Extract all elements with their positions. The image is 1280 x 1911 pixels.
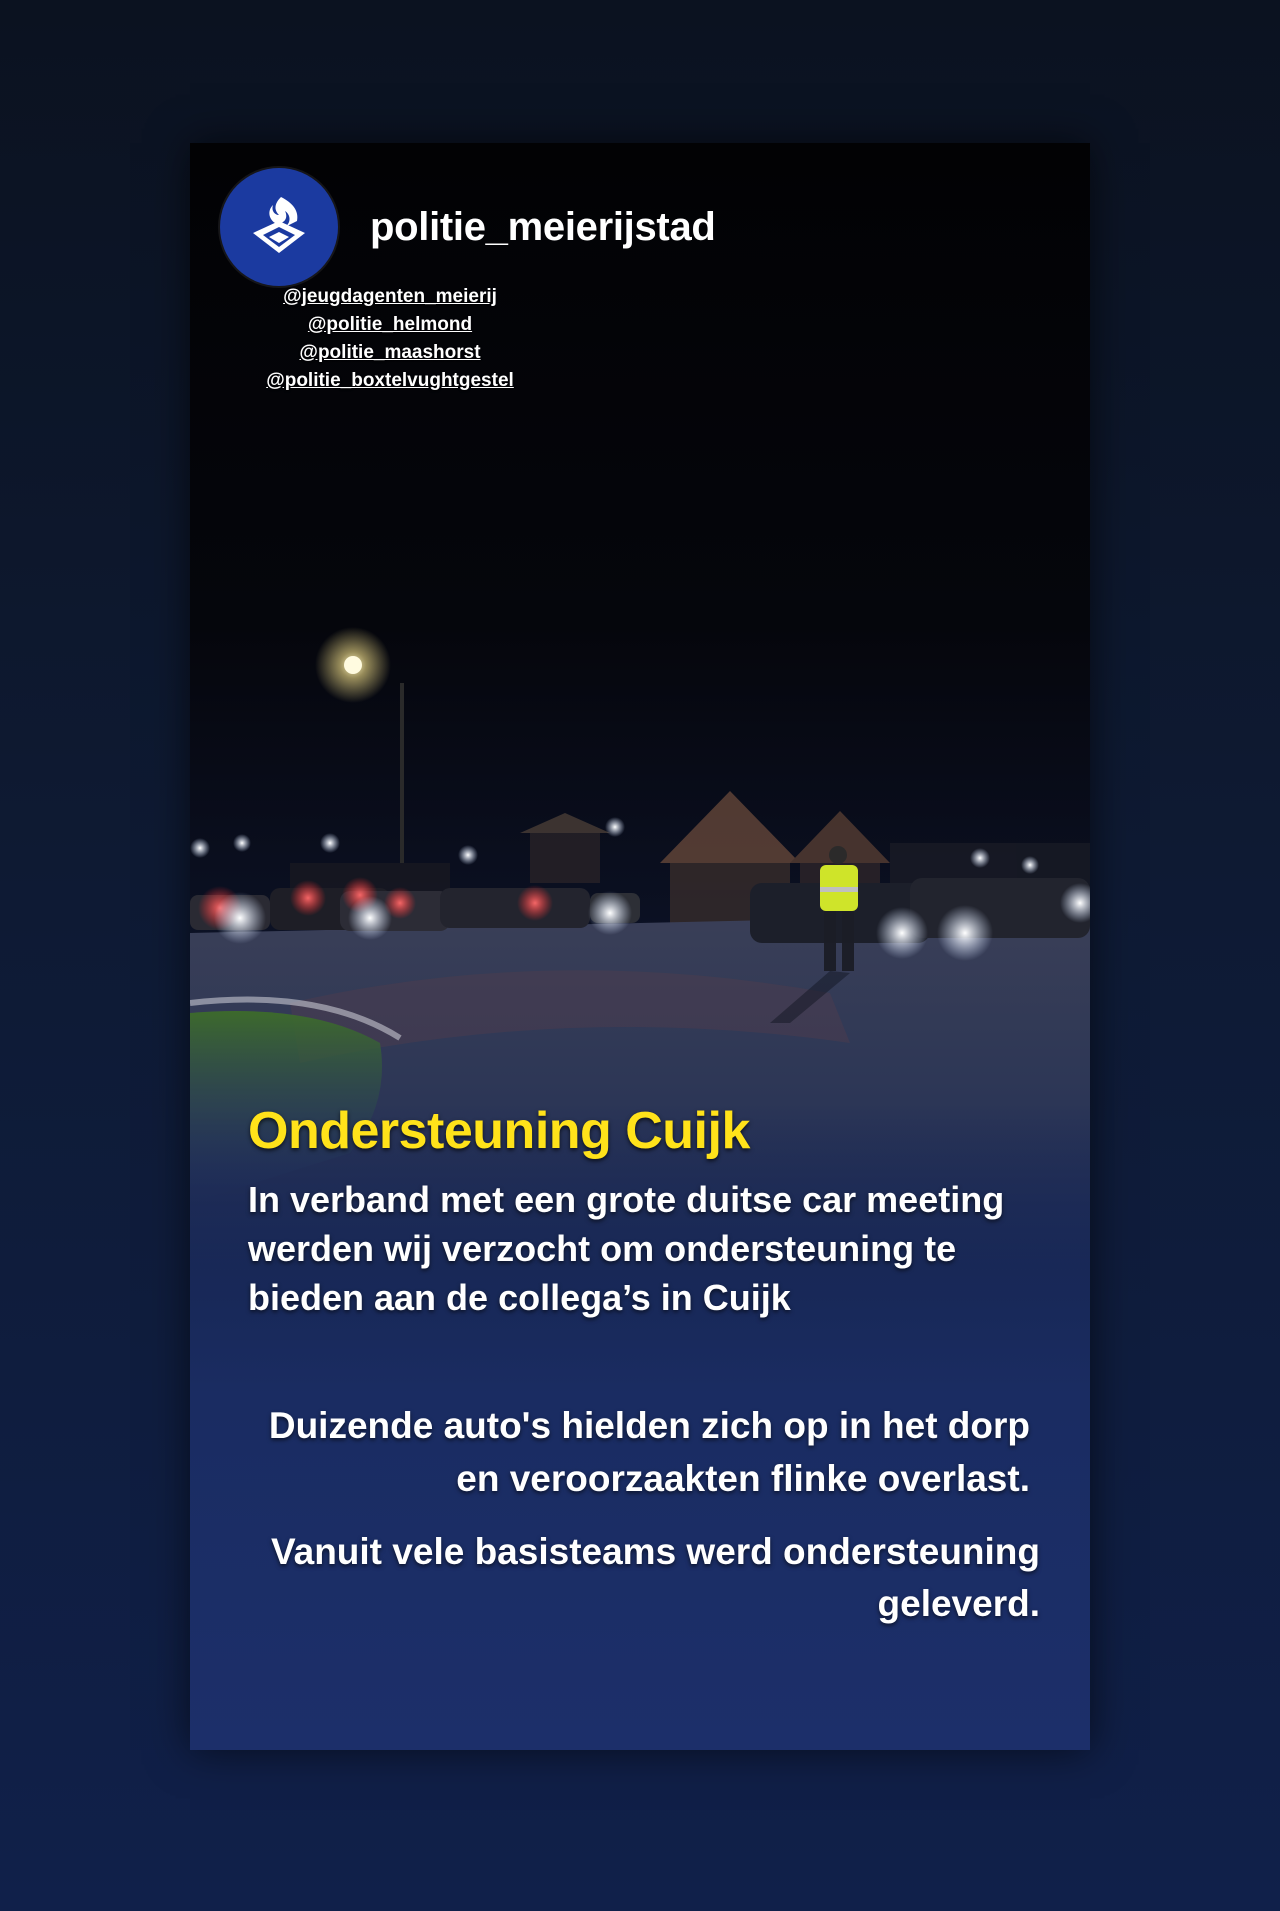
mention-list [240,283,540,395]
account-username[interactable]: politie_meierijstad [370,204,716,249]
mention-link[interactable]: @politie_maashorst [299,342,481,363]
mention-link[interactable]: @jeugdagenten_meierij [283,286,497,307]
story-header [220,168,716,286]
account-avatar[interactable] [220,168,338,286]
story-intro-text: In verband met een grote duitse car meeting werden wij verzocht om ondersteuning te bieden aan de collega’s in Cuijk [248,1179,1005,1318]
story-headline: Ondersteuning Cuijk [248,1102,750,1160]
police-badge-icon [239,187,319,267]
story-paragraph-3: Vanuit vele basisteams werd ondersteuning geleverd. [270,1531,1040,1624]
story-paragraph-2: Duizende auto's hielden zich op in het dorp en veroorzaakten flinke overlast. [268,1405,1030,1499]
mention-link[interactable]: @politie_boxtelvughtgestel [266,370,514,391]
story-card[interactable] [190,143,1090,1750]
mention-link[interactable]: @politie_helmond [307,314,473,335]
